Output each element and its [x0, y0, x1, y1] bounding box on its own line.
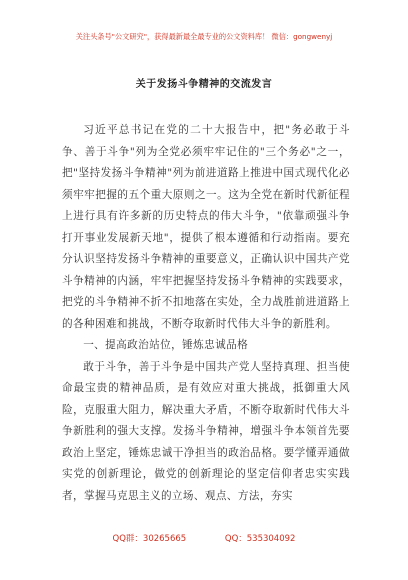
body-paragraph: 敢于斗争，善于斗争是中国共产党人坚持真理、担当使命最宝贵的精神品质，是有效应对重大挑战，抵御重大风险，克服重大阻力，解决重大矛盾，不断夺取新时代伟大斗争新胜利的强大支撑。发扬斗争精神，增强斗争本领首先要政治上坚定，锤炼忠诚干净担当的政治品格。要学懂弄通做实党的创新理论，做党的创新理论的坚定信仰者忠实实践者，掌握马克思主义的立场、观点、方法，夯实: [62, 360, 350, 502]
footer-qq: QQ：535304092: [224, 534, 296, 544]
footer-contact: [0, 532, 408, 544]
body-paragraph: 习近平总书记在党的二十大报告中，把"务必敢于斗争、善于斗争"列为全党必须牢牢记住的"三个务必"之一，把"坚持发扬斗争精神"列为前进道路上推进中国式现代化必须牢牢把握的五个重大原则之一。这为全党在新时代新征程上进行具有许多新的历史特点的伟大斗争，"依靠顽强斗争打开事业发展新天地"，提供了根本遵循和行动指南。要充分认识坚持发扬斗争精神的重要意义，正确认识中国共产党斗争精神的内涵，牢牢把握坚持发扬斗争精神的实践要求，把党的斗争精神不折不扣地落在实处，全力战胜前进道路上的各种困难和挑战，不断夺取新时代伟大斗争的新胜利。: [62, 124, 350, 330]
footer-qq-group: QQ群：30265665: [112, 534, 187, 544]
document-title: 关于发扬斗争精神的交流发言: [135, 79, 273, 90]
section-heading: 一、提高政治站位，锤炼忠诚品格: [83, 339, 249, 351]
header-notice: 关注头条号"公文研究"，获得最新最全最专业的公文资料库！ 微信：gongwenyj: [75, 32, 333, 41]
document-body: [62, 120, 350, 507]
